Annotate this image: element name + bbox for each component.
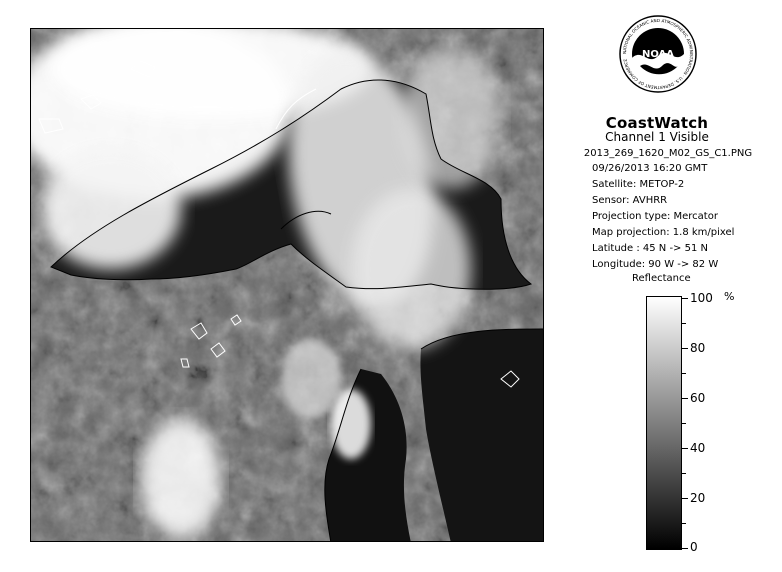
- tick-label-80: 80: [690, 341, 706, 355]
- tick-label-0: 0: [690, 540, 698, 554]
- tick-label-40: 40: [690, 441, 706, 455]
- legend-title: Reflectance: [632, 273, 691, 284]
- latitude-text: Latitude : 45 N -> 51 N: [592, 243, 708, 254]
- legend-unit: %: [724, 290, 735, 303]
- tick-mark: [682, 548, 688, 549]
- projection-type-text: Projection type: Mercator: [592, 211, 718, 222]
- satellite-text: Satellite: METOP-2: [592, 179, 685, 190]
- tick-mark: [682, 473, 686, 474]
- reflectance-colorbar: [646, 296, 682, 550]
- tick-label-20: 20: [690, 491, 706, 505]
- noaa-logo-svg: [618, 14, 698, 110]
- tick-label-100: 100: [690, 291, 713, 305]
- image-filename: 2013_269_1620_M02_GS_C1.PNG: [583, 148, 753, 159]
- channel-subtitle: Channel 1 Visible: [605, 130, 709, 144]
- tick-mark: [682, 323, 686, 324]
- map-projection-text: Map projection: 1.8 km/pixel: [592, 227, 735, 238]
- tick-label-60: 60: [690, 391, 706, 405]
- tick-mark: [682, 498, 688, 499]
- tick-mark: [682, 373, 686, 374]
- tick-mark: [682, 448, 688, 449]
- logo-center-text: NOAA: [641, 49, 675, 60]
- tick-mark: [682, 348, 688, 349]
- logo-ring-text: NATIONAL OCEANIC AND ATMOSPHERIC ADMINISTRATION · U.S. DEPARTMENT OF COMMERCE: [621, 17, 695, 91]
- brand-title: CoastWatch: [605, 114, 709, 132]
- tick-mark: [682, 423, 686, 424]
- noaa-logo: [618, 14, 698, 110]
- sensor-text: Sensor: AVHRR: [592, 195, 668, 206]
- satellite-image-svg: [31, 29, 544, 542]
- tick-mark: [682, 298, 688, 299]
- tick-mark: [682, 523, 686, 524]
- longitude-text: Longitude: 90 W -> 82 W: [592, 259, 719, 270]
- datetime-text: 09/26/2013 16:20 GMT: [592, 163, 708, 174]
- tick-mark: [682, 398, 688, 399]
- satellite-image: [30, 28, 544, 542]
